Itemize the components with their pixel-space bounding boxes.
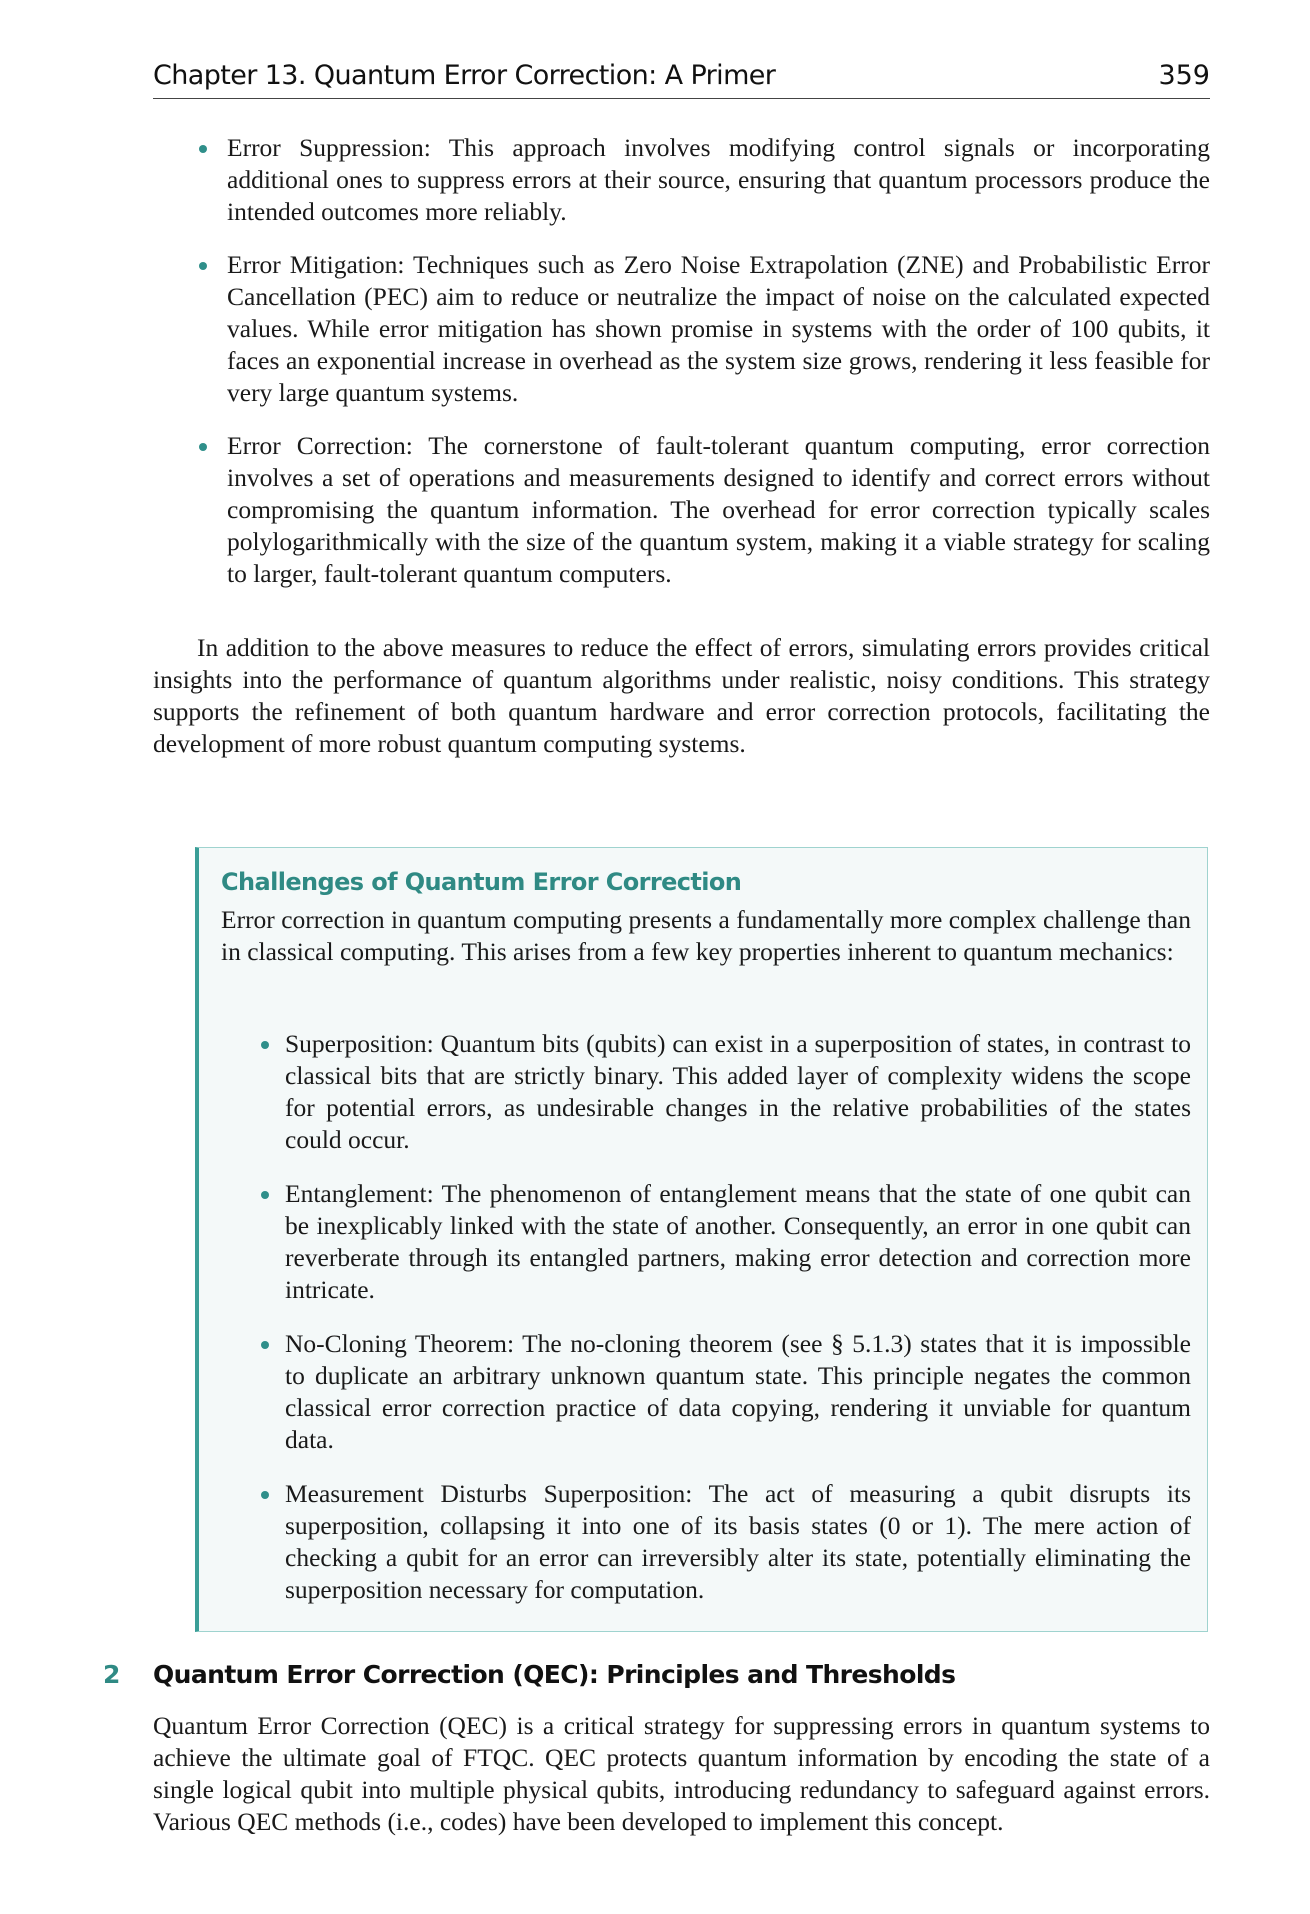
list-item: Error Correction: The cornerstone of fault-tolerant quantum computing, error correction involves a set of operations and measurements designed to identify and correct errors without compromising the quantum information. The overhead for error correction typically scales polylogarithmically with the size of the quantum system, making it a viable strategy for scaling to larger, fault-tolerant quantum computers. xyxy=(153,430,1210,590)
list-item: Entanglement: The phenomenon of entanglement means that the state of one qubit can be inexplicably linked with the state of another. Consequently, an error in one qubit can reverberate through its entangled partners, making error detection and correction more intricate. xyxy=(221,1178,1191,1306)
section-body: Quantum Error Correction (QEC) is a critical strategy for suppressing errors in quantum systems to achieve the ultimate goal of FTQC. QEC protects quantum information by encoding the state of a single logical qubit into multiple physical qubits, introducing redundancy to safeguard against errors. Various QEC methods (i.e., codes) have been developed to implement this concept. xyxy=(153,1711,1210,1836)
bullet-icon xyxy=(199,145,207,153)
bullet-icon xyxy=(199,443,207,451)
page-number: 359 xyxy=(1158,60,1210,91)
bullet-icon xyxy=(261,1491,269,1499)
bullet-icon xyxy=(199,262,207,270)
running-header xyxy=(153,58,1210,99)
chapter-title: Chapter 13. Quantum Error Correction: A Primer xyxy=(153,60,776,91)
body-paragraph: In addition to the above measures to reduce the effect of errors, simulating errors provides critical insights into the performance of quantum algorithms under realistic, noisy conditions. This strategy supports the refinement of both quantum hardware and error correction protocols, facilitating the development of more robust quantum computing systems. xyxy=(153,633,1210,758)
challenges-list xyxy=(221,1028,1191,1628)
callout-title: Challenges of Quantum Error Correction xyxy=(221,868,742,896)
list-item: Superposition: Quantum bits (qubits) can exist in a superposition of states, in contrast to classical bits that are strictly binary. This added layer of complexity widens the scope for potential errors, as undesirable changes in the relative probabilities of the states could occur. xyxy=(221,1028,1191,1156)
callout-intro: Error correction in quantum computing presents a fundamentally more complex challenge than in classical computing. This arises from a few key properties inherent to quantum mechanics: xyxy=(221,905,1191,966)
callout-box xyxy=(195,847,1208,1632)
list-item: Error Mitigation: Techniques such as Zero Noise Extrapolation (ZNE) and Probabilistic Error Cancellation (PEC) aim to reduce or neutralize the impact of noise on the calculated expected values. While error mitigation has shown promise in systems with the order of 100 qubits, it faces an exponential increase in overhead as the system size grows, rendering it less feasible for very large quantum systems. xyxy=(153,249,1210,409)
bullet-icon xyxy=(261,1041,269,1049)
list-item: Measurement Disturbs Superposition: The act of measuring a qubit disrupts its superposition, collapsing it into one of its basis states (0 or 1). The mere action of checking a qubit for an error can irreversibly alter its state, potentially eliminating the superposition necessary for computation. xyxy=(221,1478,1191,1606)
bullet-icon xyxy=(261,1191,269,1199)
section-heading xyxy=(103,1660,1210,1689)
error-strategies-list xyxy=(153,132,1210,611)
bullet-icon xyxy=(261,1341,269,1349)
list-item: No-Cloning Theorem: The no-cloning theorem (see § 5.1.3) states that it is impossible to duplicate an arbitrary unknown quantum state. This principle negates the common classical error correction practice of data copying, rendering it unviable for quantum data. xyxy=(221,1328,1191,1456)
list-item: Error Suppression: This approach involves modifying control signals or incorporating additional ones to suppress errors at their source, ensuring that quantum processors produce the intended outcomes more reliably. xyxy=(153,132,1210,228)
section-title: Quantum Error Correction (QEC): Principles and Thresholds xyxy=(153,1660,956,1689)
section-number: 2 xyxy=(103,1660,120,1689)
